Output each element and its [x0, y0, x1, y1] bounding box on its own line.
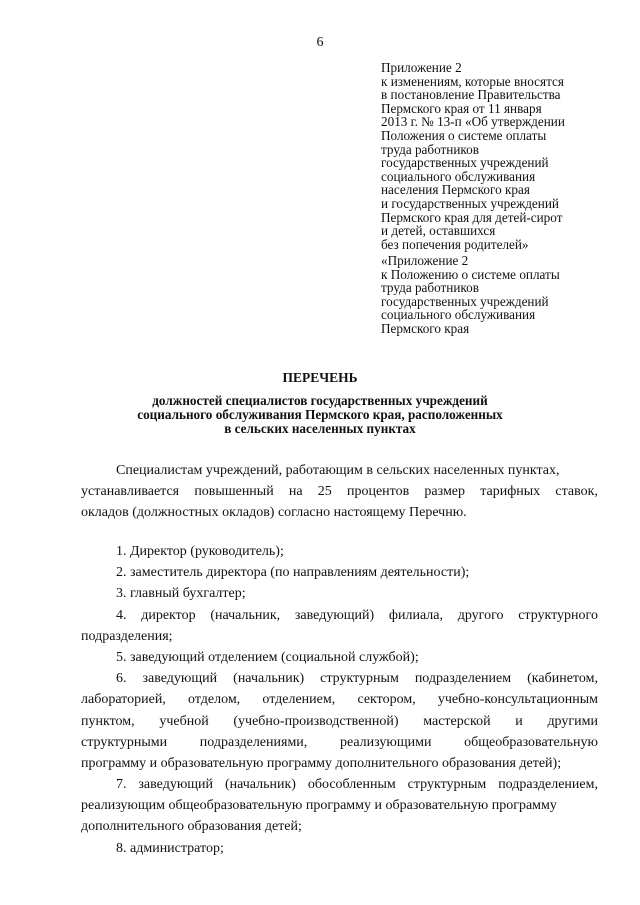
annex-line: к изменениям, которые вносятся — [381, 73, 564, 89]
subtitle-line: в сельских населенных пунктах — [224, 421, 416, 436]
page-number: 6 — [316, 35, 324, 50]
annex-line: без попечения родителей» — [381, 236, 529, 252]
word: пунктом, — [81, 713, 135, 729]
word: ставок, — [555, 484, 598, 500]
annex-line: государственных учреждений — [381, 155, 549, 171]
annex-line: и детей, оставшихся — [381, 223, 496, 239]
list-item-continuation: подразделения; — [81, 628, 173, 644]
intro-line: окладов (должностных окладов) согласно настоящему Перечню. — [81, 505, 467, 521]
annex-header — [381, 61, 621, 251]
word: сектором, — [357, 692, 416, 708]
word: процентов — [346, 484, 410, 500]
list-item: 2. заместитель директора (по направлениям деятельности); — [116, 565, 470, 581]
word: отделом, — [188, 692, 241, 708]
word: учебно-консультационным — [437, 692, 598, 708]
word: (начальник) — [233, 671, 305, 687]
word: подразделением — [414, 671, 512, 687]
word: заведующий) — [294, 607, 375, 623]
word: подразделениями, — [199, 734, 308, 750]
list-item — [81, 605, 598, 626]
annex-line: и государственных учреждений — [381, 195, 559, 211]
word: филиала, — [388, 607, 444, 623]
annex-line: к Положению о системе оплаты — [381, 266, 560, 282]
word: структурного — [518, 607, 598, 623]
document-subtitle — [0, 394, 640, 436]
word: структурным — [407, 777, 487, 793]
subtitle-line: должностей специалистов государственных учреждений — [152, 393, 488, 408]
annex-regulation — [381, 254, 621, 336]
list-item-continuation — [81, 689, 598, 710]
annex-line: Приложение 2 — [381, 60, 462, 75]
annex-line: социального обслуживания — [381, 307, 536, 323]
word: (начальник, — [210, 607, 281, 623]
word: тарифных — [480, 484, 541, 500]
word: повышенный — [194, 484, 274, 500]
document-title: ПЕРЕЧЕНЬ — [282, 370, 358, 385]
word: другого — [457, 607, 504, 623]
word: обособленным — [307, 777, 396, 793]
word: реализующими — [339, 734, 432, 750]
word: другими — [547, 713, 598, 729]
word: 7. — [116, 777, 127, 793]
word: заведующий — [138, 777, 214, 793]
positions-list — [81, 541, 598, 859]
list-item: 3. главный бухгалтер; — [116, 586, 246, 602]
word: размер — [424, 484, 466, 500]
word: подразделением, — [498, 777, 598, 793]
list-item — [81, 774, 598, 795]
annex-line: Пермского края — [381, 320, 470, 336]
list-item: 5. заведующий отделением (социальной службой); — [116, 649, 419, 665]
word: 25 — [317, 484, 332, 500]
word: (учебно-производственной) — [233, 713, 399, 729]
annex-line: 2013 г. № 13-п «Об утверждении — [381, 114, 565, 130]
word: структурными — [81, 734, 168, 750]
word: директор — [141, 607, 196, 623]
annex-line: государственных учреждений — [381, 293, 549, 309]
intro-line — [81, 481, 598, 502]
list-item-continuation: реализующим общеобразовательную программу и образовательную программу — [81, 798, 557, 814]
word: мастерской — [423, 713, 491, 729]
word: на — [288, 484, 303, 500]
intro-paragraph — [81, 460, 598, 524]
list-item — [81, 668, 598, 689]
annex-line: населения Пермского края — [381, 182, 530, 198]
word: структурным — [320, 671, 399, 687]
list-item-continuation — [81, 711, 598, 732]
word: заведующий — [142, 671, 218, 687]
annex-line: труда работников — [381, 280, 479, 296]
annex-line: социального обслуживания — [381, 168, 536, 184]
word: (кабинетом, — [527, 671, 598, 687]
word: (начальник) — [224, 777, 296, 793]
annex-line: Положения о системе оплаты — [381, 127, 547, 143]
list-item-continuation: программу и образовательную программу дополнительного образования детей); — [81, 755, 562, 771]
word: 6. — [116, 671, 127, 687]
word: устанавливается — [81, 484, 180, 500]
word: 4. — [116, 607, 127, 623]
list-item-continuation: дополнительного образования детей; — [81, 819, 302, 835]
word: и — [515, 713, 523, 729]
list-item-continuation — [81, 732, 598, 753]
word: отделением, — [262, 692, 336, 708]
word: общеобразовательную — [464, 734, 598, 750]
annex-line: Пермского края для детей-сирот — [381, 209, 563, 225]
annex-line: «Приложение 2 — [381, 253, 469, 268]
word: учебной — [159, 713, 209, 729]
word: лабораторией, — [81, 692, 166, 708]
annex-line: труда работников — [381, 141, 479, 157]
annex-line: в постановление Правительства — [381, 87, 561, 103]
list-item: 1. Директор (руководитель); — [116, 544, 284, 559]
list-item: 8. администратор; — [116, 840, 224, 856]
annex-line: Пермского края от 11 января — [381, 100, 542, 116]
subtitle-line: социального обслуживания Пермского края, расположенных — [137, 407, 503, 422]
intro-line: Специалистам учреждений, работающим в сельских населенных пунктах, — [116, 463, 560, 478]
